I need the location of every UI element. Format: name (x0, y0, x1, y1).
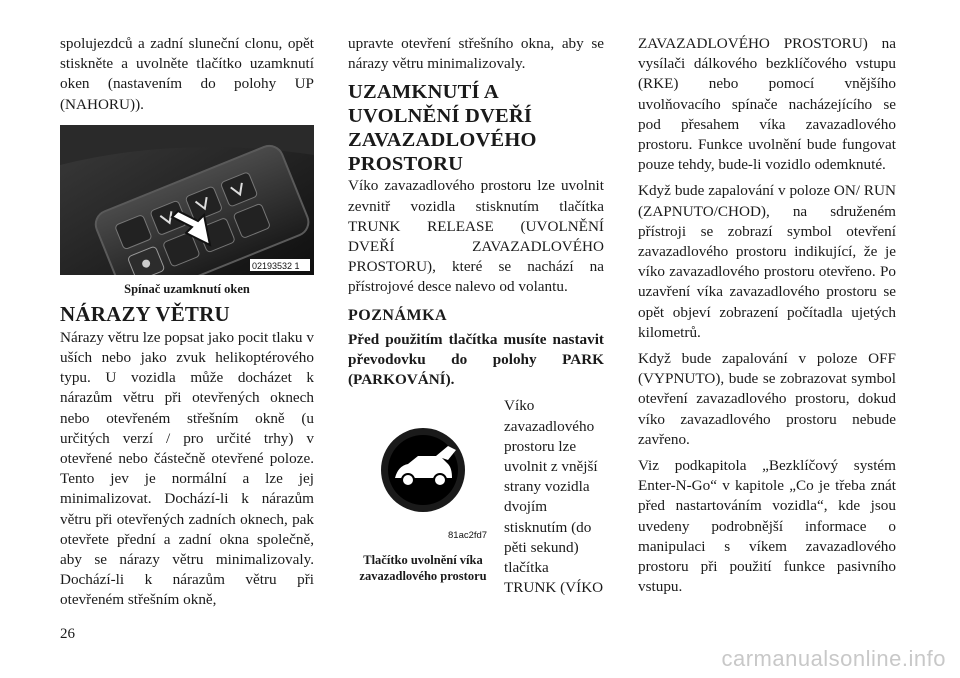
window-lock-switch-photo (60, 125, 314, 275)
paragraph-ignition-on: Když bude zapalování v poloze ON/ RUN (ZAPNUTO/CHOD), na sdruženém přístroji se zobrazí symbol otevření zavazadlového prostoru indikující, že je víko zavazadlového prostoru otevřeno. Po uzavření víka zavazadlového prostoru se opět objeví zobrazení počítadla ujetých kilometrů. (638, 182, 896, 341)
photo-caption: Spínač uzamknutí oken (124, 281, 250, 296)
paragraph-see-section: Viz podkapitola „Bezklíčový systém Enter-N-Go“ v kapitole „Co je třeba znát před nastartováním vozidla“, kde jsou uvedeny podrobnější informace o manipulaci s víkem zavazadlového prostoru při použití funkce pasivního vstupu. (638, 457, 896, 596)
section-heading-trunk: UZAMKNUTÍ A UVOLNĚNÍ DVEŘÍ ZAVAZADLOVÉHO PROSTORU (348, 81, 537, 176)
note-heading: POZNÁMKA (348, 306, 448, 324)
paragraph-ignition-off: Když bude zapalování v poloze OFF (VYPNUTO), bude se zobrazovat symbol otevření zavazadlového prostoru, dokud víko zavazadlového prostoru nebude zavřeno. (638, 350, 896, 448)
photo-code: 02193532 1 (252, 260, 300, 271)
trunk-paragraph: Víko zavazadlového prostoru lze uvolnit zevnitř vozidla stisknutím tlačítka TRUNK RELEASE (UVOLNĚNÍ DVEŘÍ ZAVAZADLOVÉHO PROSTORU), které se nachází na přístrojové desce nalevo od volantu. (348, 177, 604, 296)
section-heading-wind-buffeting: NÁRAZY VĚTRU (60, 301, 230, 326)
wind-buffeting-paragraph: Nárazy větru lze popsat jako pocit tlaku v uších nebo jako zvuk helikoptérového typu. U vozidla může docházet k nárazům větru při otevřených oknech nebo otevřeném střešním okně (u určitých verzí / pro určité trhy) v otevřené nebo částečně otevřené poloze. Tento jev je normální a lze jej minimalizovat. Dochází-li k nárazům větru při otevřených zadních oknech, pak otevřete přední a zadní okna společně, aby se nárazy větru minimalizovaly. Dochází-li k nárazům větru při otevřeném střešním okně, (60, 328, 314, 609)
page-number: 26 (60, 626, 75, 642)
column-middle (348, 34, 604, 616)
column-left (60, 34, 314, 617)
paragraph-remote-release: ZAVAZADLOVÉHO PROSTORU) na vysílači dálkového bezklíčového vstupu (RKE) nebo pomocí vnějšího uvolňovacího spínače nacházejícího se pod přesahem víka zavazadlového prostoru. Funkce uvolnění bude fungovat pouze tehdy, bude-li vozidlo odemknuté. (638, 35, 896, 174)
watermark: carmanualsonline.info (721, 646, 946, 671)
trunk-figure-caption: Tlačítko uvolnění víka zavazadlového prostoru (359, 553, 487, 584)
trunk-release-figure (348, 396, 604, 616)
trunk-release-button-image (348, 404, 498, 546)
column-right (638, 34, 896, 603)
note-text: Před použitím tlačítka musíte nastavit převodovku do polohy PARK (PARKOVÁNÍ). (348, 330, 604, 389)
figure-code: 81ac2fd7 (448, 530, 488, 542)
continuation-paragraph: upravte otevření střešního okna, aby se nárazy větru minimalizovaly. (348, 35, 604, 73)
trunk-side-text: Víko zavazadlového prostoru lze uvolnit z vnější strany vozidla dvojím stisknutím (do pěti sekund) tlačítka TRUNK (VÍKO (504, 397, 604, 597)
intro-paragraph: spolujezdců a zadní sluneční clonu, opět stiskněte a uvolněte tlačítko uzamknutí oken (nastavením do polohy UP (NAHORU)). (60, 35, 314, 113)
